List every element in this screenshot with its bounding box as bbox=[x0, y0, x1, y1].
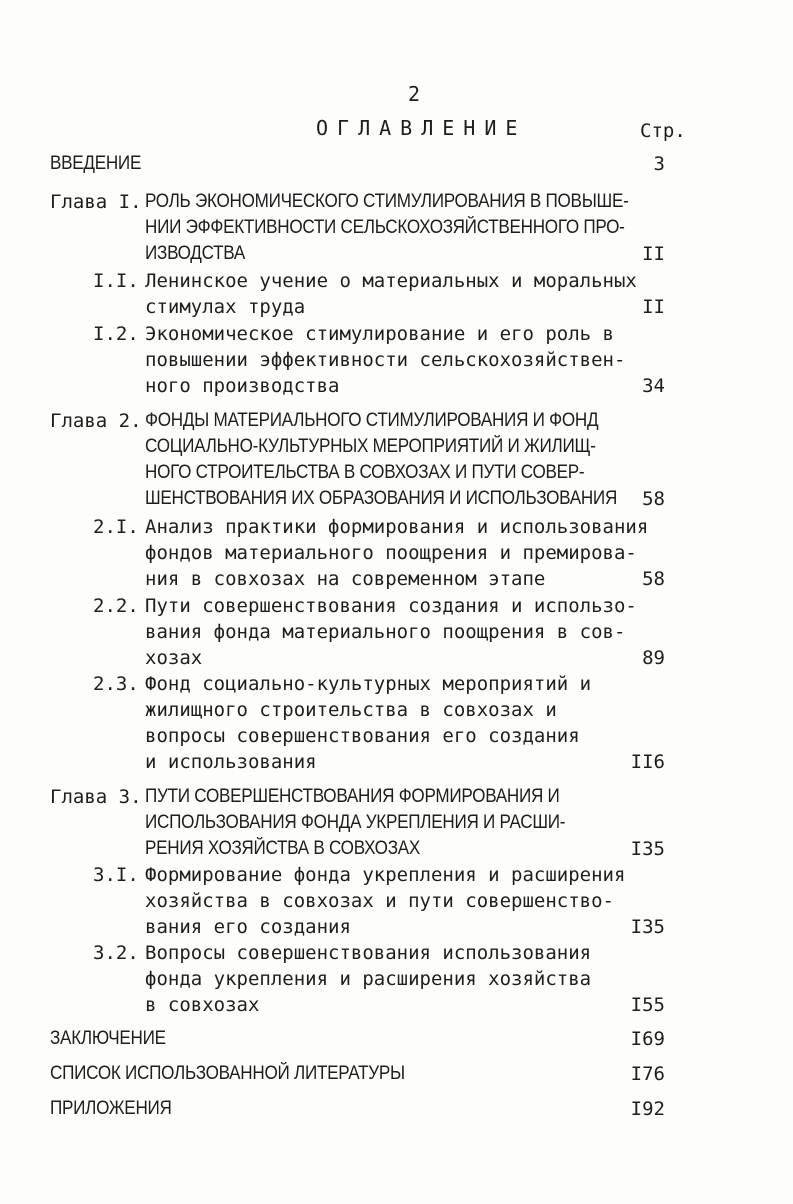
entry-page: I76 bbox=[630, 1063, 665, 1085]
entry-text-line: повышении эффективности сельскохозяйствен- bbox=[145, 349, 626, 371]
toc-title: ОГЛАВЛЕНИЕ bbox=[316, 116, 527, 140]
entry-page: I55 bbox=[630, 994, 665, 1016]
entry-label: Глава 3. bbox=[50, 786, 142, 808]
entry-label: Глава I. bbox=[50, 191, 142, 213]
entry-page: 34 bbox=[642, 375, 665, 397]
entry-text-line: СОЦИАЛЬНО-КУЛЬТУРНЫХ МЕРОПРИЯТИЙ И ЖИЛИЩ- bbox=[145, 436, 596, 457]
entry-page: II bbox=[642, 296, 665, 318]
entry-text-line: в совхозах bbox=[145, 994, 260, 1016]
entry-text-line: ПУТИ СОВЕРШЕНСТВОВАНИЯ ФОРМИРОВАНИЯ И bbox=[145, 786, 560, 807]
entry-text-line: жилищного строительства в совхозах и bbox=[145, 699, 557, 721]
entry-text-line: ФОНДЫ МАТЕРИАЛЬНОГО СТИМУЛИРОВАНИЯ И ФОНД bbox=[145, 410, 599, 431]
entry-label: 2.2. bbox=[93, 595, 139, 617]
entry-text-line: СПИСОК ИСПОЛЬЗОВАННОЙ ЛИТЕРАТУРЫ bbox=[50, 1063, 405, 1084]
entry-label: 2.3. bbox=[93, 673, 139, 695]
entry-page: I35 bbox=[630, 916, 665, 938]
page-column-label: Стр. bbox=[640, 120, 686, 142]
entry-text-line: и использования bbox=[145, 751, 317, 773]
entry-text-line: ИЗВОДСТВА bbox=[145, 243, 246, 264]
entry-text-line: Фонд социально-культурных мероприятий и bbox=[145, 673, 592, 695]
entry-text-line: ния в совхозах на современном этапе bbox=[145, 568, 546, 590]
entry-page: I35 bbox=[630, 838, 665, 860]
entry-page: I92 bbox=[630, 1098, 665, 1120]
entry-label: I.I. bbox=[93, 270, 139, 292]
entry-page: II6 bbox=[630, 751, 665, 773]
entry-page: II bbox=[642, 243, 665, 265]
page-number: 2 bbox=[408, 82, 421, 106]
entry-page: 89 bbox=[642, 647, 665, 669]
entry-text-line: хозяйства в совхозах и пути совершенство- bbox=[145, 890, 614, 912]
entry-text-line: ВВЕДЕНИЕ bbox=[50, 153, 142, 174]
entry-text-line: ШЕНСТВОВАНИЯ ИХ ОБРАЗОВАНИЯ И ИСПОЛЬЗОВАНИЯ bbox=[145, 488, 618, 509]
entry-text-line: фондов материального поощрения и премирова- bbox=[145, 542, 637, 564]
entry-label: 3.I. bbox=[93, 864, 139, 886]
entry-page: 58 bbox=[642, 488, 665, 510]
entry-page: 58 bbox=[642, 568, 665, 590]
entry-text-line: стимулах труда bbox=[145, 296, 306, 318]
entry-page: 3 bbox=[653, 153, 665, 175]
entry-text-line: вания его создания bbox=[145, 916, 351, 938]
entry-text-line: вания фонда материального поощрения в сов- bbox=[145, 621, 626, 643]
entry-text-line: Пути совершенствования создания и использо- bbox=[145, 595, 637, 617]
entry-text-line: хозах bbox=[145, 647, 203, 669]
entry-text-line: НОГО СТРОИТЕЛЬСТВА В СОВХОЗАХ И ПУТИ СОВЕР- bbox=[145, 462, 585, 483]
entry-text-line: ЗАКЛЮЧЕНИЕ bbox=[50, 1028, 166, 1049]
entry-text-line: Формирование фонда укрепления и расширения bbox=[145, 864, 626, 886]
entry-page: I69 bbox=[630, 1028, 665, 1050]
entry-text-line: ного производства bbox=[145, 375, 340, 397]
entry-label: 3.2. bbox=[93, 942, 139, 964]
entry-text-line: Анализ практики формирования и использования bbox=[145, 516, 649, 538]
entry-text-line: Экономическое стимулирование и его роль в bbox=[145, 323, 614, 345]
entry-label: I.2. bbox=[93, 323, 139, 345]
entry-text-line: Ленинское учение о материальных и моральных bbox=[145, 270, 637, 292]
entry-label: 2.I. bbox=[93, 516, 139, 538]
entry-text-line: вопросы совершенствования его создания bbox=[145, 725, 580, 747]
entry-label: Глава 2. bbox=[50, 410, 142, 432]
entry-text-line: РЕНИЯ ХОЗЯЙСТВА В СОВХОЗАХ bbox=[145, 838, 421, 859]
entry-text-line: фонда укрепления и расширения хозяйства bbox=[145, 968, 592, 990]
entry-text-line: Вопросы совершенствования использования bbox=[145, 942, 592, 964]
entry-text-line: РОЛЬ ЭКОНОМИЧЕСКОГО СТИМУЛИРОВАНИЯ В ПОВЫШЕ- bbox=[145, 191, 629, 212]
entry-text-line: ПРИЛОЖЕНИЯ bbox=[50, 1098, 172, 1119]
entry-text-line: ИСПОЛЬЗОВАНИЯ ФОНДА УКРЕПЛЕНИЯ И РАСШИ- bbox=[145, 812, 566, 833]
entry-text-line: НИИ ЭФФЕКТИВНОСТИ СЕЛЬСКОХОЗЯЙСТВЕННОГО ПРО- bbox=[145, 217, 625, 238]
